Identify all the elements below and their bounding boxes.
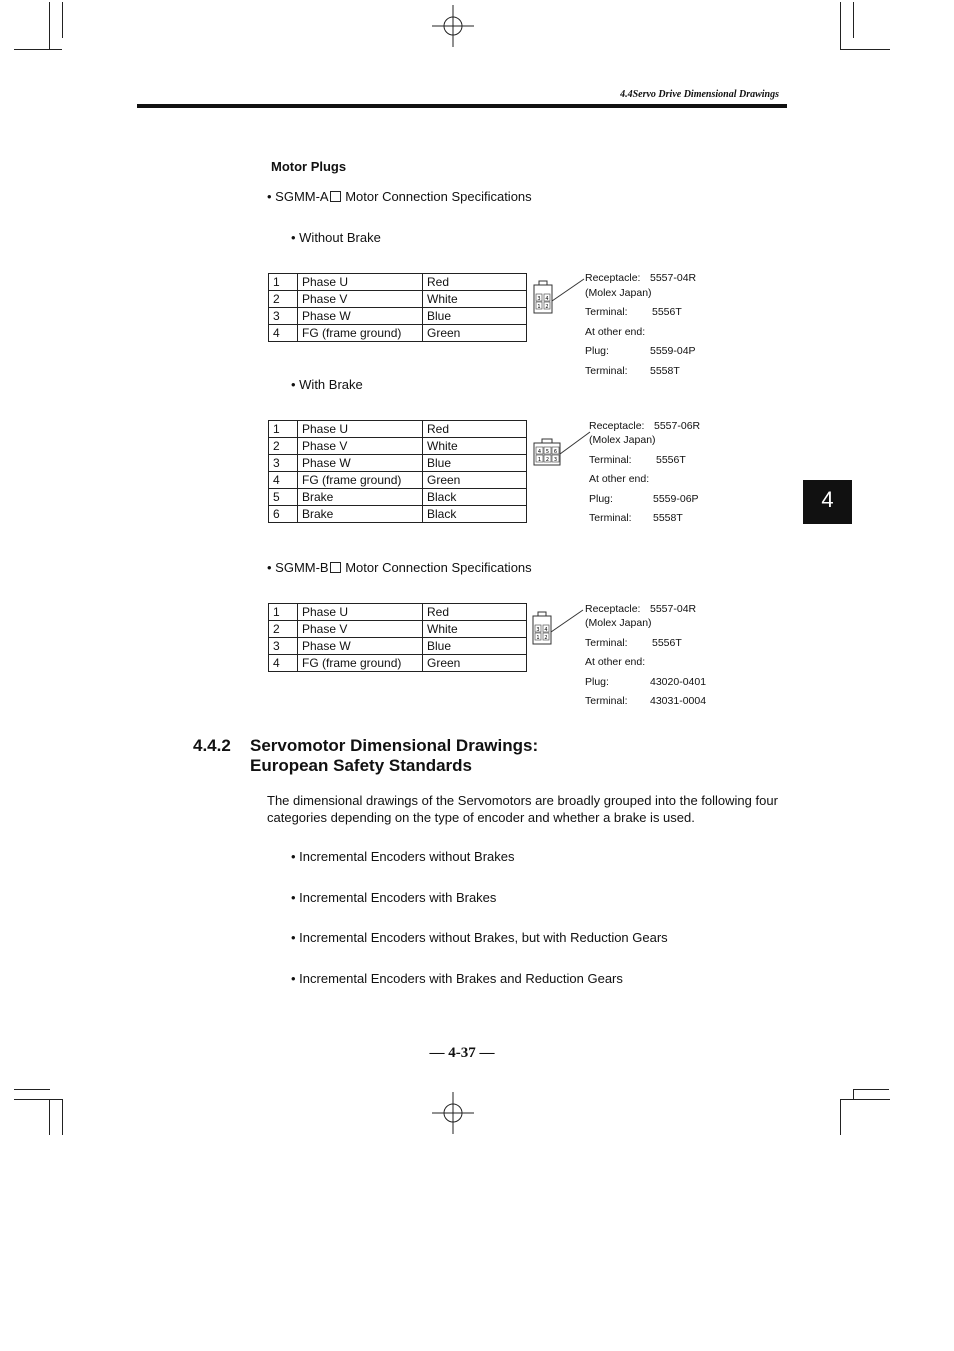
pin-label: 4 [537,449,542,455]
table-row: 3 Phase W Blue [269,638,527,655]
without-brake-label: • Without Brake [291,230,381,245]
table-row: 2 Phase V White [269,291,527,308]
with-brake-specs: Receptacle: 5557-06R (Molex Japan) Terminal: 5556T At other end: Plug: 5559-06P Terminal: 5558T [589,420,701,524]
pin-label: 1 [537,304,541,310]
pin-label: 5 [545,449,550,455]
connector-4pin-icon [530,275,586,317]
pin-label: 1 [537,457,542,463]
table-row: 1 Phase U Red [269,604,527,621]
without-brake-specs: Receptacle: 5557-04R (Molex Japan) Terminal: 5556T At other end: Plug: 5559-04P Terminal: 5558T [585,272,697,377]
table-row: 4 FG (frame ground) Green [269,325,527,342]
pin-label: 3 [537,296,541,302]
table-row: 5 Brake Black [269,489,527,506]
placeholder-box-icon [330,562,341,573]
table-row: 2 Phase V White [269,621,527,638]
section-number: 4.4.2 [193,736,231,755]
table-row: 1 Phase U Red [269,274,527,291]
list-item: • Incremental Encoders without Brakes [291,849,515,864]
page-number: — 4-37 — [429,1045,495,1061]
table-row: 4 FG (frame ground) Green [269,655,527,672]
connector-6pin-icon [530,430,592,470]
pin-label: 2 [545,457,550,463]
connector-4pin-icon [529,606,585,648]
running-header: 4.4Servo Drive Dimensional Drawings [620,89,779,100]
chapter-tab: 4 [803,480,852,524]
table-row: 2 Phase V White [269,438,527,455]
pin-label: 2 [545,304,549,310]
pin-label: 6 [553,449,558,455]
table-row: 4 FG (frame ground) Green [269,472,527,489]
section-body: The dimensional drawings of the Servomotors are broadly grouped into the following four categories depending on the type of encoder and whether a brake is used. [267,793,778,825]
table-row: 3 Phase W Blue [269,455,527,472]
sgmm-a-title: • SGMM-A Motor Connection Specifications [267,189,532,204]
with-brake-table [268,420,527,523]
registration-mark-top [432,5,474,47]
sgmm-b-title: • SGMM-B Motor Connection Specifications [267,560,532,575]
table-row: 6 Brake Black [269,506,527,523]
registration-mark-bottom [432,1092,474,1134]
motor-plugs-heading: Motor Plugs [271,159,347,174]
list-item: • Incremental Encoders with Brakes and Reduction Gears [291,971,623,986]
pin-label: 2 [544,635,548,641]
sgmm-b-table [268,603,527,672]
list-item: • Incremental Encoders with Brakes [291,890,497,905]
with-brake-label: • With Brake [291,377,363,392]
placeholder-box-icon [330,191,341,202]
section-title: Servomotor Dimensional Drawings: European Safety Standards [250,736,539,775]
list-item: • Incremental Encoders without Brakes, but with Reduction Gears [291,930,668,945]
pin-label: 3 [553,457,558,463]
pin-label: 4 [545,296,549,302]
pin-label: 1 [536,635,540,641]
table-row: 1 Phase U Red [269,421,527,438]
without-brake-table [268,273,527,342]
sgmm-b-specs: Receptacle: 5557-04R (Molex Japan) Terminal: 5556T At other end: Plug: 43020-0401 Terminal: 43031-0004 [585,603,707,707]
table-row: 3 Phase W Blue [269,308,527,325]
pin-label: 4 [544,627,548,633]
header-rule [137,104,787,108]
pin-label: 3 [536,627,540,633]
